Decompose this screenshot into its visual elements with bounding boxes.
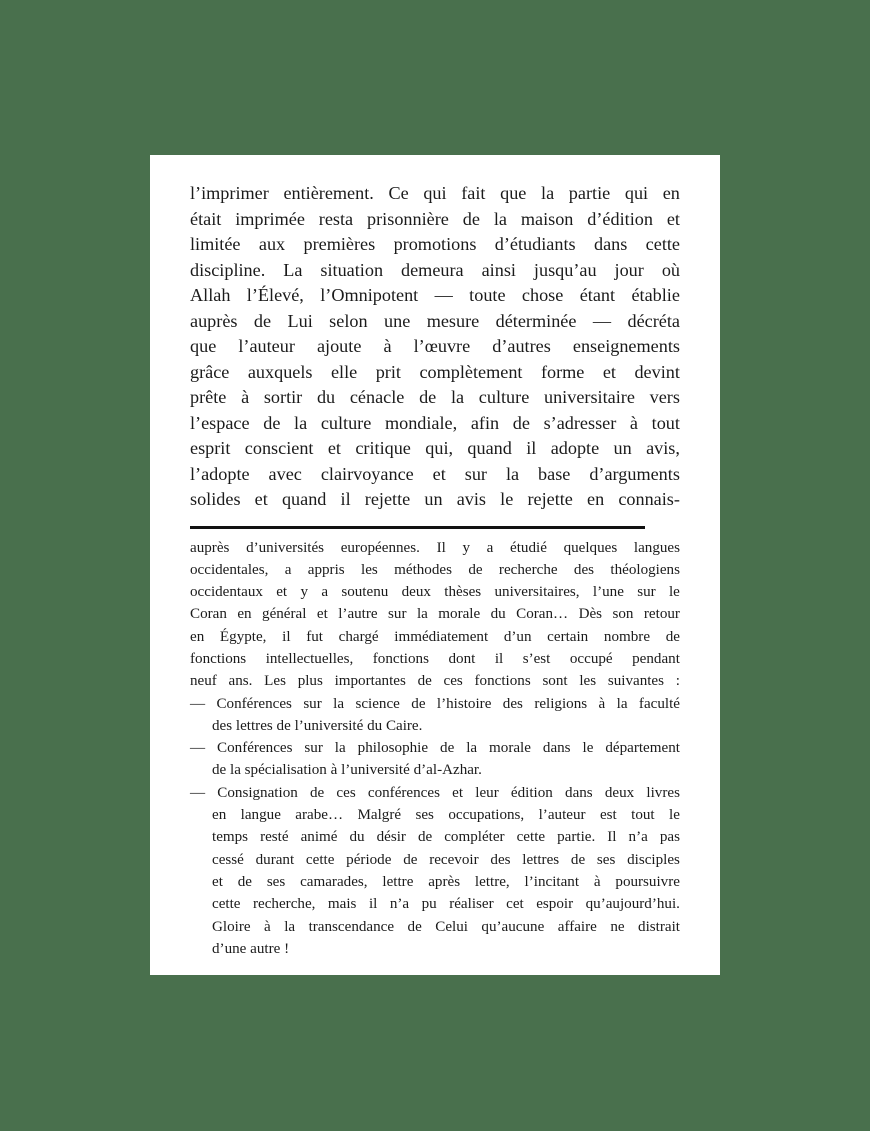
text-line: occidentaux et y a soutenu deux thèses universitaires, l’une sur le [190,584,680,601]
text-line: limitée aux premières promotions d’étudiants dans cette [190,234,680,254]
book-page [150,155,720,975]
text-line: et de ses camarades, lettre après lettre, l’incitant à poursuivre [212,873,680,890]
text-line: Allah l’Élevé, l’Omnipotent — toute chose étant établie [190,285,680,305]
footnote-item [190,782,680,960]
text-line: était imprimée resta prisonnière de la maison d’édition et [190,208,680,229]
text-line: l’espace de la culture mondiale, afin de s’adresser à tout [190,412,680,433]
text-line: Coran en général et l’autre sur la morale du Coran… Dès son retour [190,606,680,623]
text-line: Gloire à la transcendance de Celui qu’aucune affaire ne distrait [212,918,680,935]
text-line: discipline. La situation demeura ainsi jusqu’au jour où [190,259,680,280]
footnote-separator [190,526,645,529]
text-line: auprès de Lui selon une mesure déterminée — décréta [190,310,680,331]
text-line: — Consignation de ces conférences et leur édition dans deux livres [190,784,680,801]
text-line: solides et quand il rejette un avis le rejette en connais- [190,489,680,509]
text-line: prête à sortir du cénacle de la culture universitaire vers [190,387,680,407]
text-line: esprit conscient et critique qui, quand il adopte un avis, [190,438,680,458]
text-line: occidentales, a appris les méthodes de recherche des théologiens [190,561,680,578]
footnote-intro [190,537,680,693]
text-line: l’adopte avec clairvoyance et sur la base d’arguments [190,463,680,484]
footnote-item [190,693,680,738]
text-line: temps resté animé du désir de compléter cette partie. Il n’a pas [212,829,680,846]
text-line: en langue arabe… Malgré ses occupations, l’auteur est tout le [212,807,680,824]
text-line: de la spécialisation à l’université d’al-Azhar. [212,762,482,779]
text-line: en Égypte, il fut chargé immédiatement d’un certain nombre de [190,628,680,645]
text-line: auprès d’universités européennes. Il y a étudié quelques langues [190,539,680,556]
main-paragraph [190,181,680,513]
text-line: fonctions intellectuelles, fonctions dont il s’est occupé pendant [190,650,680,667]
text-line: l’imprimer entièrement. Ce qui fait que la partie qui en [190,183,680,203]
text-line: cessé durant cette période de recevoir des lettres de ses disciples [212,851,680,868]
text-line: cette recherche, mais il n’a pu réaliser cet espoir qu’aujourd’hui. [212,896,680,913]
text-line: neuf ans. Les plus importantes de ces fonctions sont les suivantes : [190,673,680,690]
footnote-item [190,737,680,782]
text-line: grâce auxquels elle prit complètement forme et devint [190,361,680,382]
text-line: — Conférences sur la philosophie de la morale dans le département [190,740,680,757]
text-line: que l’auteur ajoute à l’œuvre d’autres enseignements [190,336,680,356]
footnote [190,537,680,961]
footnote-items [190,693,680,961]
text-line: des lettres de l’université du Caire. [212,717,423,734]
text-line: — Conférences sur la science de l’histoire des religions à la faculté [190,695,680,712]
text-line: d’une autre ! [212,940,290,957]
